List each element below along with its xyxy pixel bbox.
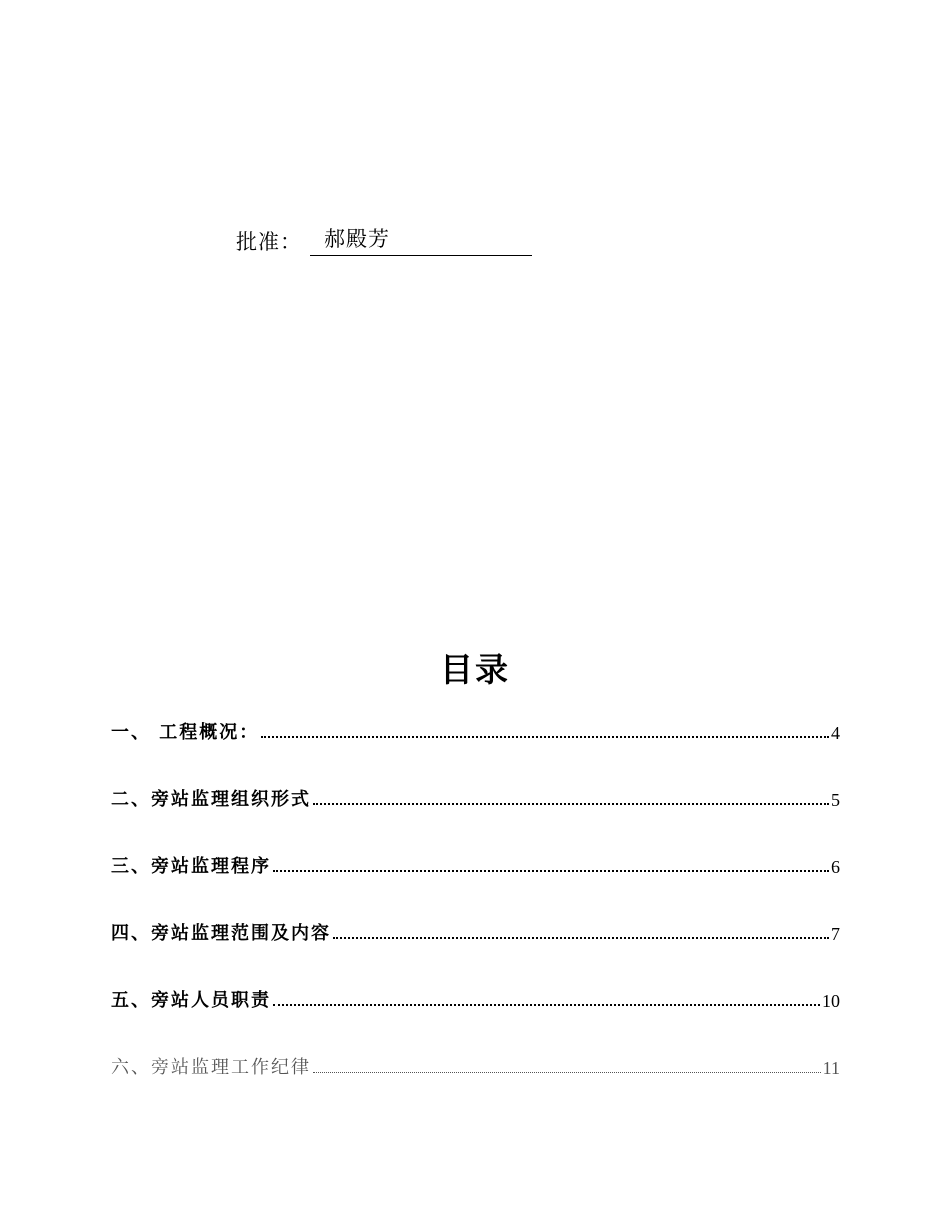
toc-dot-leader	[313, 1072, 821, 1073]
toc-page-number: 7	[831, 924, 840, 944]
toc-page-number: 4	[831, 723, 840, 743]
approver-name: 郝殿芳	[310, 223, 532, 256]
toc-dot-leader	[333, 937, 829, 939]
toc-dot-leader	[313, 803, 829, 805]
approval-line	[236, 224, 532, 256]
toc-page-number: 10	[822, 991, 840, 1011]
toc-page-number: 6	[831, 857, 840, 877]
toc-entry-label: 二、旁站监理组织形式	[111, 789, 311, 810]
toc-entry-5[interactable]	[111, 978, 840, 1012]
toc-entry-2[interactable]	[111, 777, 840, 811]
toc-entry-label: 六、旁站监理工作纪律	[111, 1057, 311, 1078]
toc-dot-leader	[273, 1004, 820, 1006]
toc-entry-1[interactable]	[111, 710, 840, 744]
toc-page-number: 5	[831, 790, 840, 810]
toc-dot-leader	[273, 870, 829, 872]
toc-page-number: 11	[822, 1058, 840, 1078]
toc-entry-label: 五、旁站人员职责	[111, 990, 271, 1011]
toc-entry-label: 四、旁站监理范围及内容	[111, 923, 331, 944]
toc-entry-6[interactable]	[111, 1045, 840, 1079]
toc-entry-4[interactable]	[111, 911, 840, 945]
approval-label: 批准：	[236, 230, 302, 254]
toc-entry-label: 三、旁站监理程序	[111, 856, 271, 877]
toc-entry-3[interactable]	[111, 844, 840, 878]
toc-title: 目录	[440, 650, 510, 689]
toc-entry-label: 一、 工程概况：	[111, 722, 260, 743]
toc-dot-leader	[261, 736, 829, 738]
